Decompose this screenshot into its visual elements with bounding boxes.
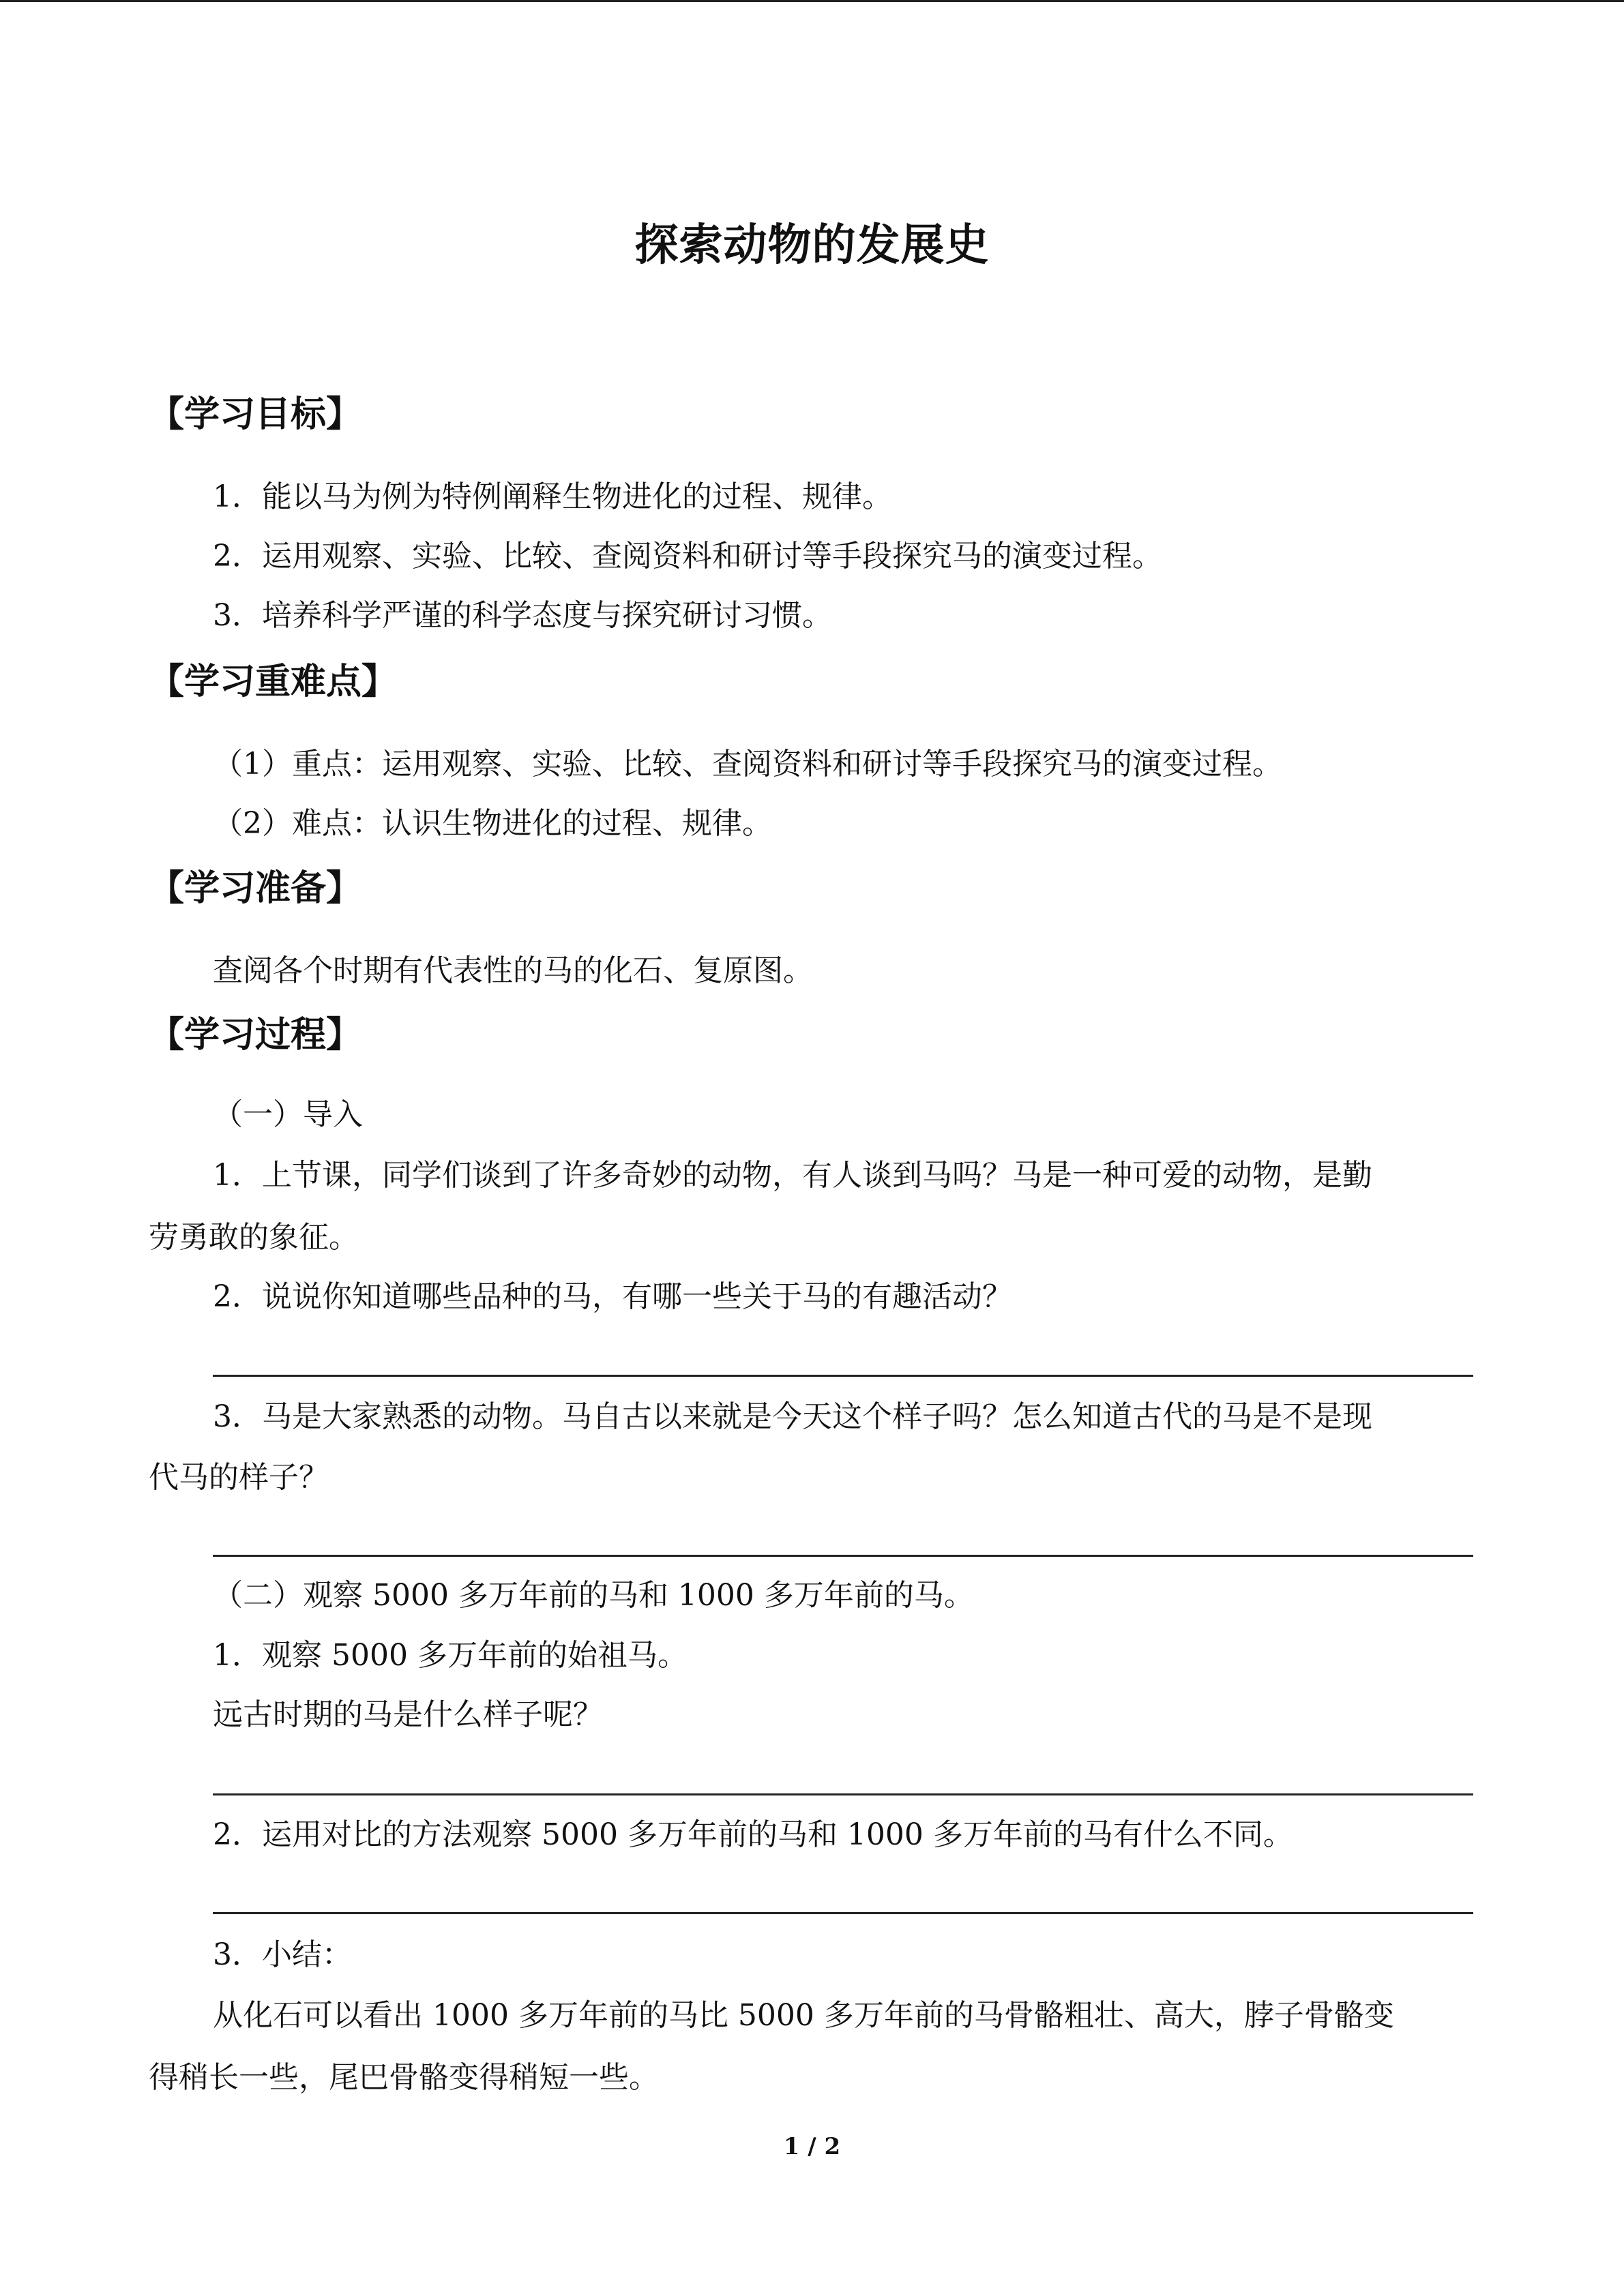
answer-blank-line: [213, 1555, 1473, 1557]
section-heading-goals: 【学习目标】: [149, 394, 362, 435]
process-line-summary-cont: 得稍长一些，尾巴骨骼变得稍短一些。: [149, 2060, 659, 2095]
process-line-1: 1．上节课，同学们谈到了许多奇妙的动物，有人谈到马吗？马是一种可爱的动物，是勤: [213, 1158, 1372, 1193]
answer-blank-line: [213, 1793, 1473, 1795]
process-line-summary-text: 从化石可以看出 1000 多万年前的马比 5000 多万年前的马骨骼粗壮、高大，脖子骨骼变: [213, 1998, 1394, 2033]
section-heading-preparation: 【学习准备】: [149, 868, 362, 909]
process-line-observe-2: 2．运用对比的方法观察 5000 多万年前的马和 1000 多万年前的马有什么不同。: [213, 1817, 1293, 1852]
process-line-question: 远古时期的马是什么样子呢？: [213, 1697, 603, 1732]
goal-item-2: 2．运用观察、实验、比较、查阅资料和研讨等手段探究马的演变过程。: [213, 539, 1162, 573]
answer-blank-line: [213, 1375, 1473, 1377]
process-line-summary: 3．小结：: [213, 1937, 352, 1972]
answer-blank-line: [213, 1912, 1473, 1914]
process-line-observe: （二）观察 5000 多万年前的马和 1000 多万年前的马。: [213, 1578, 974, 1613]
process-line-1-cont: 劳勇敢的象征。: [149, 1220, 359, 1255]
section-heading-key-points: 【学习重难点】: [149, 661, 398, 702]
process-line-observe-1: 1．观察 5000 多万年前的始祖马。: [213, 1638, 688, 1673]
page-number: 1 / 2: [783, 2133, 841, 2160]
process-line-3: 3．马是大家熟悉的动物。马自古以来就是今天这个样子吗？怎么知道古代的马是不是现: [213, 1399, 1372, 1434]
goal-item-1: 1．能以马为例为特例阐释生物进化的过程、规律。: [213, 479, 892, 514]
document-title: 探索动物的发展史: [634, 220, 990, 271]
preparation-item-1: 查阅各个时期有代表性的马的化石、复原图。: [213, 953, 813, 988]
process-line-2: 2．说说你知道哪些品种的马，有哪一些关于马的有趣活动？: [213, 1279, 1012, 1314]
goal-item-3: 3．培养科学严谨的科学态度与探究研讨习惯。: [213, 598, 832, 633]
key-point-item-1: （1）重点：运用观察、实验、比较、查阅资料和研讨等手段探究马的演变过程。: [213, 747, 1282, 781]
key-point-item-2: （2）难点：认识生物进化的过程、规律。: [213, 806, 772, 841]
process-line-3-cont: 代马的样子？: [149, 1460, 329, 1495]
section-heading-process: 【学习过程】: [149, 1015, 362, 1056]
process-line-intro: （一）导入: [213, 1097, 363, 1132]
